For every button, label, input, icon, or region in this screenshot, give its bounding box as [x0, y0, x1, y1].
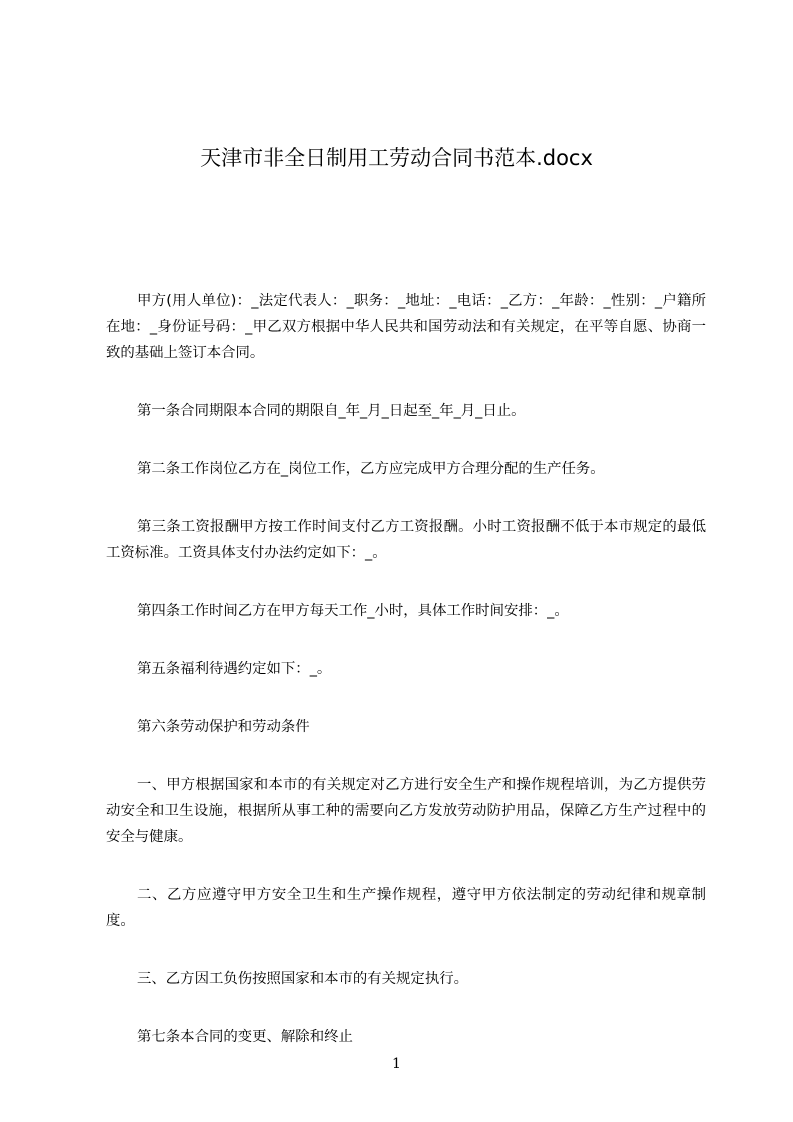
paragraph-article-1: 第一条合同期限本合同的期限自_年_月_日起至_年_月_日止。: [137, 403, 526, 419]
paragraph-article-3: 第三条工资报酬甲方按工作时间支付乙方工资报酬。小时工资报酬不低于本市规定的最低工资标准。工资具体支付办法约定如下：_。: [106, 519, 706, 561]
paragraph-article-6: 第六条劳动保护和劳动条件: [137, 719, 310, 735]
paragraph-article-7: 第七条本合同的变更、解除和终止: [137, 1029, 353, 1045]
paragraph-article-6-item-3: 三、乙方因工负伤按照国家和本市的有关规定执行。: [137, 971, 468, 987]
paragraph-article-4: 第四条工作时间乙方在甲方每天工作_小时，具体工作时间安排：_。: [137, 603, 569, 619]
paragraph-parties: 甲方(用人单位)：_法定代表人：_职务：_地址：_电话：_乙方：_年龄：_性别：_户籍所在地：_身份证号码：_甲乙双方根据中华人民共和国劳动法和有关规定，在平等自愿、协商一致的基础上签订本合同。: [106, 293, 706, 361]
page-number: 1: [392, 1056, 401, 1072]
paragraph-article-6-item-2: 二、乙方应遵守甲方安全卫生和生产操作规程，遵守甲方依法制定的劳动纪律和规章制度。: [106, 887, 706, 929]
paragraph-article-5: 第五条福利待遇约定如下：_。: [137, 661, 332, 677]
document-title: 天津市非全日制用工劳动合同书范本.docx: [200, 146, 593, 170]
paragraph-article-2: 第二条工作岗位乙方在_岗位工作，乙方应完成甲方合理分配的生产任务。: [137, 461, 605, 477]
document-body: [106, 288, 706, 1050]
paragraph-article-6-item-1: 一、甲方根据国家和本市的有关规定对乙方进行安全生产和操作规程培训，为乙方提供劳动安全和卫生设施，根据所从事工种的需要向乙方发放劳动防护用品，保障乙方生产过程中的安全与健康。: [106, 777, 706, 845]
